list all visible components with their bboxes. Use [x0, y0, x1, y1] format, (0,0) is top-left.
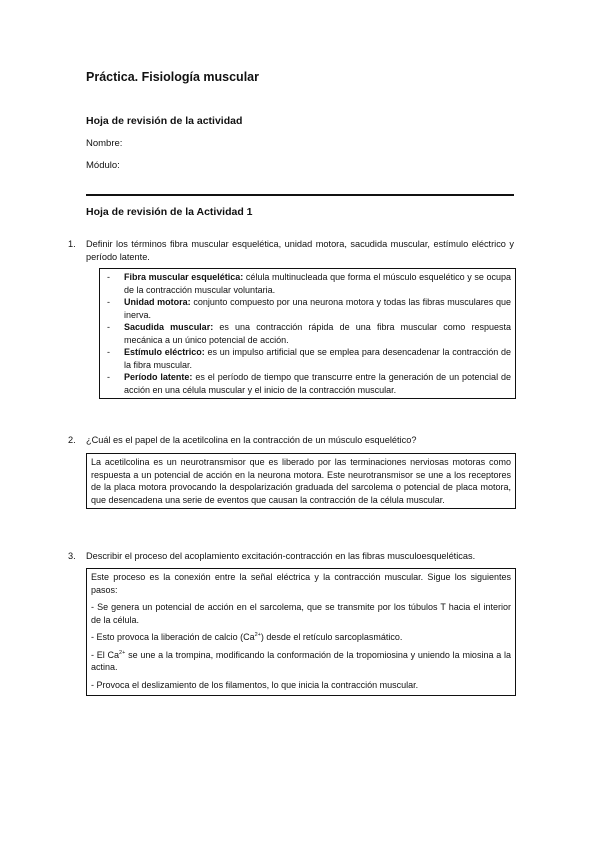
definition-item: - Estímulo eléctrico: es un impulso artificial que se emplea para desencadenar la contracción de la fibra muscular. [107, 347, 511, 370]
answer-3-intro: Este proceso es la conexión entre la señal eléctrica y la contracción muscular. Sigue los siguientes pasos: [91, 572, 511, 595]
definition-item: - Fibra muscular esquelética: célula multinucleada que forma el músculo esquelético y se ocupa de la contracción muscular voluntaria. [107, 272, 511, 295]
module-label: Módulo: [86, 160, 120, 171]
definition-item: - Período latente: es el período de tiempo que transcurre entre la generación de un potencial de acción en una célula muscular y el inicio de la contracción muscular. [107, 372, 511, 395]
answer-3-box [86, 568, 516, 696]
definition-term: Período latente: [124, 372, 193, 382]
definition-term: Unidad motora: [124, 297, 191, 307]
question-2-text: ¿Cuál es el papel de la acetilcolina en la contracción de un músculo esquelético? [86, 435, 417, 445]
question-3-number: 3. [68, 551, 76, 561]
name-label: Nombre: [86, 138, 123, 149]
divider [86, 194, 514, 196]
definition-term: Estímulo eléctrico: [124, 347, 205, 357]
superscript: 2+ [254, 632, 261, 638]
definition-text: célula multinucleada que forma el músculo esquelético y se ocupa de la contracción muscular voluntaria. [124, 272, 511, 295]
definition-term: Sacudida muscular: [124, 322, 214, 332]
answer-3-step: - Esto provoca la liberación de calcio $(Ca^{2+})$ desde el retículo sarcoplasmático. [91, 632, 403, 642]
definition-text: conjunto compuesto por una neurona motora y todas las fibras musculares que inerva. [124, 297, 512, 320]
activity-heading: Hoja de revisión de la Actividad 1 [86, 206, 253, 218]
definition-term: Fibra muscular esquelética: [124, 272, 244, 282]
answer-1-box [99, 268, 516, 399]
question-1-number: 1. [68, 239, 76, 249]
page-title: Práctica. Fisiología muscular [86, 70, 259, 84]
question-2 [68, 434, 514, 447]
definition-text: es el período de tiempo que transcurre entre la generación de un potencial de acción en una célula muscular y el inicio de la contracción muscular. [124, 372, 511, 395]
definition-item: - Sacudida muscular: es una contracción rápida de una fibra muscular como respuesta mecánica a un único potencial de acción. [107, 322, 511, 345]
question-3-text: Describir el proceso del acoplamiento excitación-contracción en las fibras musculoesqueléticas. [86, 551, 476, 561]
question-1 [68, 238, 514, 263]
question-1-text: Definir los términos fibra muscular esquelética, unidad motora, sacudida muscular, estímulo eléctrico y período latente. [86, 239, 514, 262]
answer-2-box: La acetilcolina es un neurotransmisor que es liberado por las terminaciones nerviosas motoras como respuesta a un potencial de acción en la neurona motora. Este neurotransmisor se une a los receptores de la placa motora provocando la despolarización graduada del sarcolema o potencial de placa motora, que desencadena una serie de eventos que causan la contracción de la célula muscular. [86, 453, 516, 509]
definition-text: es un impulso artificial que se emplea para desencadenar la contracción de la fibra muscular. [124, 347, 511, 370]
definition-item: - Unidad motora: conjunto compuesto por una neurona motora y todas las fibras musculares que inerva. [107, 297, 512, 320]
review-heading: Hoja de revisión de la actividad [86, 115, 243, 127]
answer-3-step: - Se genera un potencial de acción en el sarcolema, que se transmite por los túbulos T hacia el interior de la célula. [91, 602, 511, 625]
superscript: 2+ [119, 649, 126, 656]
question-2-number: 2. [68, 435, 76, 445]
question-3 [68, 550, 514, 563]
answer-3-step: - Provoca el deslizamiento de los filamentos, lo que inicia la contracción muscular. [91, 679, 419, 690]
definition-text: es una contracción rápida de una fibra muscular como respuesta mecánica a un único potencial de acción. [124, 322, 511, 345]
answer-3-step: - El $Ca^{2+}$ se une a la trompina, modificando la conformación de la tropomiosina y uniendo la miosina a la actina. [91, 649, 511, 672]
definitions-list [104, 271, 511, 396]
